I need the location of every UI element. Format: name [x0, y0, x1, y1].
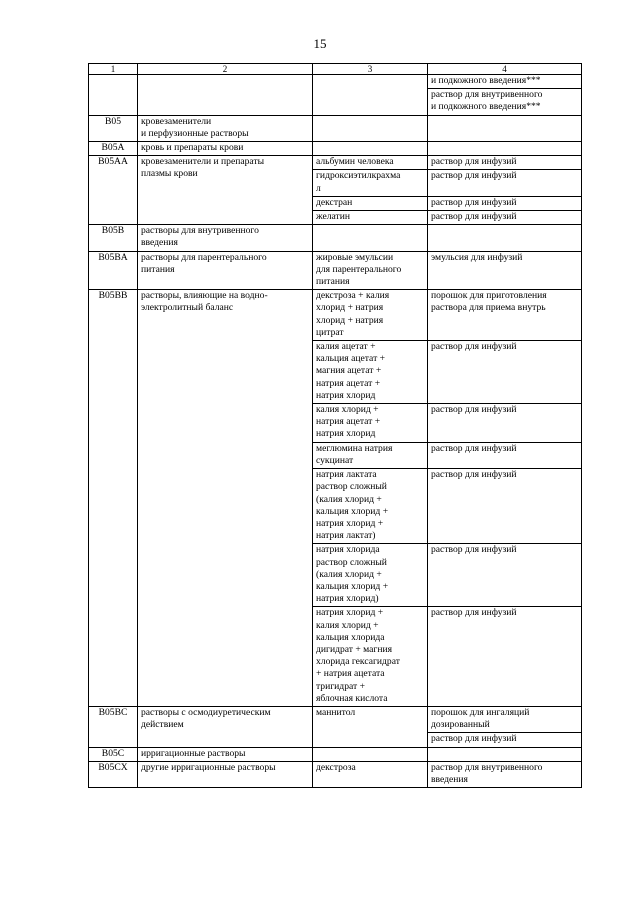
drug-table [88, 63, 582, 788]
drug-name-cell: жировые эмульсии для парентерального питания [313, 251, 428, 290]
drug-name-cell: желатин [313, 211, 428, 225]
dosage-form-cell: и подкожного введения*** [428, 75, 582, 89]
table-row [89, 706, 582, 732]
drug-name-cell: натрия хлорида раствор сложный (калия хлорид + кальция хлорид + натрия хлорид) [313, 544, 428, 607]
dosage-form-cell: раствор для инфузий [428, 404, 582, 443]
atc-code-cell: B05C [89, 747, 138, 761]
atc-code-cell: B05CX [89, 761, 138, 787]
dosage-form-cell: раствор для внутривенного введения [428, 761, 582, 787]
atc-code-cell: B05AA [89, 156, 138, 225]
atc-code-cell: B05BC [89, 706, 138, 747]
group-name-cell: растворы с осмодиуретическим действием [138, 706, 313, 747]
drug-name-cell: гидроксиэтилкрахма л [313, 170, 428, 196]
drug-name-cell [313, 75, 428, 116]
table-row [89, 761, 582, 787]
atc-code-cell [89, 75, 138, 116]
dosage-form-cell: раствор для инфузий [428, 607, 582, 707]
table-row [89, 115, 582, 141]
table-row [89, 251, 582, 290]
drug-name-cell: калия хлорид + натрия ацетат + натрия хлорид [313, 404, 428, 443]
drug-name-cell: маннитол [313, 706, 428, 747]
dosage-form-cell: раствор для инфузий [428, 341, 582, 404]
table-row [89, 156, 582, 170]
dosage-form-cell [428, 225, 582, 251]
table-row [89, 142, 582, 156]
group-name-cell: кровь и препараты крови [138, 142, 313, 156]
table-row [89, 75, 582, 89]
table-row [89, 747, 582, 761]
dosage-form-cell: раствор для инфузий [428, 544, 582, 607]
group-name-cell: растворы для парентерального питания [138, 251, 313, 290]
drug-name-cell: калия ацетат + кальция ацетат + магния ацетат + натрия ацетат + натрия хлорид [313, 341, 428, 404]
dosage-form-cell: раствор для внутривенного и подкожного введения*** [428, 89, 582, 115]
group-name-cell [138, 75, 313, 116]
atc-code-cell: B05A [89, 142, 138, 156]
dosage-form-cell: раствор для инфузий [428, 196, 582, 210]
drug-name-cell: меглюмина натрия сукцинат [313, 442, 428, 468]
page-number: 15 [313, 36, 327, 51]
dosage-form-cell [428, 142, 582, 156]
group-name-cell: ирригационные растворы [138, 747, 313, 761]
dosage-form-cell: порошок для ингаляций дозированный [428, 706, 582, 732]
drug-name-cell: натрия хлорид + калия хлорид + кальция хлорида дигидрат + магния хлорида гексагидрат + натрия ацетата тригидрат + яблочная кислота [313, 607, 428, 707]
dosage-form-cell: раствор для инфузий [428, 170, 582, 196]
group-name-cell: кровезаменители и препараты плазмы крови [138, 156, 313, 225]
header-cell-2: 2 [138, 64, 313, 75]
dosage-form-cell: порошок для приготовления раствора для приема внутрь [428, 290, 582, 341]
header-row [89, 64, 582, 75]
group-name-cell: растворы, влияющие на водно- электролитный баланс [138, 290, 313, 707]
drug-name-cell [313, 142, 428, 156]
dosage-form-cell: раствор для инфузий [428, 442, 582, 468]
drug-name-cell: альбумин человека [313, 156, 428, 170]
atc-code-cell: B05BA [89, 251, 138, 290]
header-cell-1: 1 [89, 64, 138, 75]
drug-name-cell [313, 747, 428, 761]
dosage-form-cell: раствор для инфузий [428, 733, 582, 747]
atc-code-cell: B05BB [89, 290, 138, 707]
dosage-form-cell: раствор для инфузий [428, 469, 582, 544]
table-row [89, 290, 582, 341]
dosage-form-cell: эмульсия для инфузий [428, 251, 582, 290]
drug-name-cell: натрия лактата раствор сложный (калия хлорид + кальция хлорид + натрия хлорид + натрия лактат) [313, 469, 428, 544]
dosage-form-cell [428, 747, 582, 761]
group-name-cell: кровезаменители и перфузионные растворы [138, 115, 313, 141]
header-cell-4: 4 [428, 64, 582, 75]
table-row [89, 225, 582, 251]
atc-code-cell: B05 [89, 115, 138, 141]
dosage-form-cell [428, 115, 582, 141]
header-cell-3: 3 [313, 64, 428, 75]
drug-name-cell: декстран [313, 196, 428, 210]
atc-code-cell: B05B [89, 225, 138, 251]
table-body [89, 64, 582, 788]
drug-name-cell: декстроза + калия хлорид + натрия хлорид + натрия цитрат [313, 290, 428, 341]
group-name-cell: другие ирригационные растворы [138, 761, 313, 787]
drug-name-cell [313, 115, 428, 141]
group-name-cell: растворы для внутривенного введения [138, 225, 313, 251]
dosage-form-cell: раствор для инфузий [428, 156, 582, 170]
drug-name-cell [313, 225, 428, 251]
dosage-form-cell: раствор для инфузий [428, 211, 582, 225]
drug-name-cell: декстроза [313, 761, 428, 787]
